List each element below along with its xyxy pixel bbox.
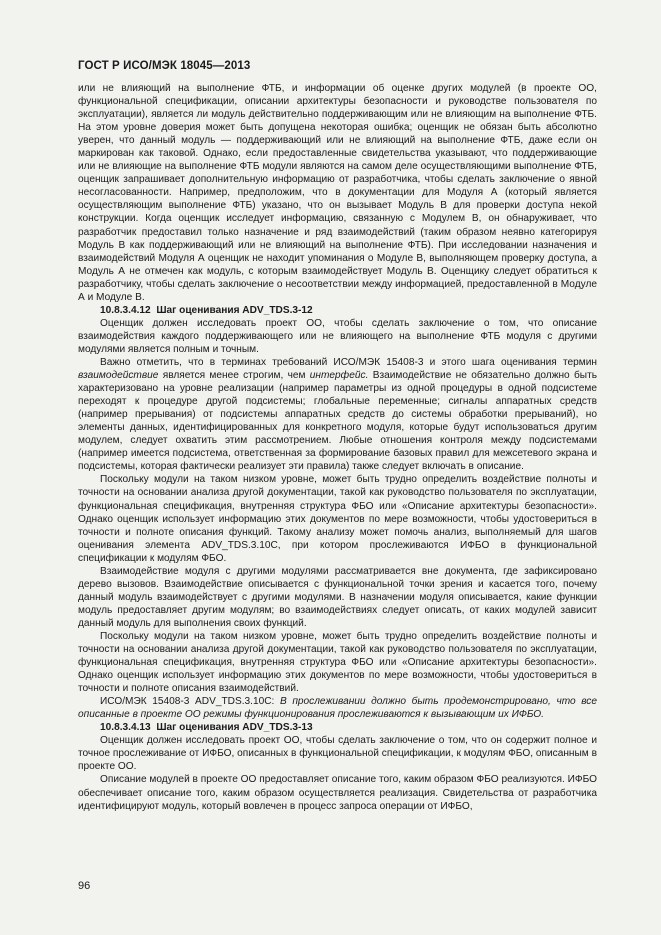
requirement-quote: ИСО/МЭК 15408-3 ADV_TDS.3.10C: В прослеживании должно быть продемонстрировано, что все описанные в проекте ОО режимы функционирования прослеживаются к вызывающим их ИФБО.: [78, 696, 597, 721]
section-title: Шаг оценивания ADV_TDS.3-12: [156, 304, 313, 316]
page-number: 96: [78, 880, 91, 892]
section-title: Шаг оценивания ADV_TDS.3-13: [156, 722, 313, 734]
emphasis: В прослеживании должно быть продемонстрировано, что все описанные в проекте ОО режимы функционирования прослеживаются к вызывающим их ИФБО.: [78, 696, 597, 721]
paragraph: Описание модулей в проекте ОО предоставляет описание того, каким образом ФБО реализуются. ИФБО обеспечивает описание того, каким образом осуществляется реализация. Свидетельства от разработчика идентифицируют модуль, который вовлечен в процесс запроса операции от ИФБО,: [78, 774, 597, 812]
paragraph: Оценщик должен исследовать проект ОО, чтобы сделать заключение о том, что описание взаимодействия каждого поддерживающего или не влияющего на выполнение ФТБ модуля с другими модулями является полным и точным.: [78, 317, 597, 355]
paragraph: Поскольку модули на таком низком уровне, может быть трудно определить воздействие полноты и точности на основании анализа другой документации, такой как руководство пользователя по эксплуатации, функциональная спецификация, внутренняя структура ФБО или «Описание архитектуры безопасности». Однако оценщик использует информацию этих документов по мере возможности, чтобы удостовериться в точности и полноте описания взаимодействий.: [78, 630, 597, 695]
section-heading: [78, 304, 597, 317]
section-number: 10.8.3.4.12: [100, 304, 151, 316]
section-number: 10.8.3.4.13: [100, 722, 151, 734]
document-body: [78, 82, 597, 813]
emphasis: интерфейс.: [309, 370, 369, 382]
paragraph: Взаимодействие модуля с другими модулями рассматривается вне документа, где зафиксировано дерево вызовов. Взаимодействие описывается с функциональной точки зрения и касается того, почему данный модуль взаимодействует с другими модулями. В назначении модуля описывается, какие функции модуль предоставляет другим модулям; во взаимодействиях следует описать, от каких модулей зависит данный модуль для выполнения своих функций.: [78, 565, 597, 629]
standard-header: ГОСТ Р ИСО/МЭК 18045—2013: [78, 60, 251, 72]
paragraph: или не влияющий на выполнение ФТБ, и информации об оценке других модулей (в проекте ОО, функциональной спецификации, описании архитектуры безопасности и руководстве пользователя по эксплуатации), является ли модуль действительно поддерживающим или не влияющим на выполнение ФТБ. На этом уровне доверия может быть допущена некоторая ошибка; оценщик не обязан быть абсолютно уверен, что данный модуль — поддерживающий или не влияющий на выполнение ФТБ, даже если он маркирован как таковой. Однако, если предоставленные свидетельства указывают, что поддерживающие или не влияющие на выполнение ФТБ модули являются на самом деле осуществляющими выполнение ФТБ, оценщик запрашивает дополнительную информацию от разработчика, чтобы сделать заключение о явной несогласованности. Например, предположим, что в документации для Модуля А (который является осуществляющим выполнение ФТБ) указано, что он вызывает Модуль В для проверки доступа некой конструкции. Когда оценщик исследует информацию, связанную с Модулем В, он обнаруживает, что разработчик предоставил только назначение и ряд взаимодействий (таким образом неявно категорируя Модуль В как поддерживающий или не влияющий на выполнение ФТБ). При исследовании назначения и взаимодействий Модуля А оценщик не находит упоминания о Модуле В, выполняющем проверку доступа, а Модуль А не отмечен как модуль, с которым взаимодействует Модуль В. Оценщику следует обратиться к разработчику, чтобы сделать заключение о несоответствии между информацией, предоставленной в Модуле А и Модуле В.: [78, 83, 597, 303]
emphasis: взаимодействие: [78, 370, 159, 382]
paragraph: Оценщик должен исследовать проект ОО, чтобы сделать заключение о том, что он содержит полное и точное прослеживание от ИФБО, описанных в функциональной спецификации, к модулям ФБО, описанным в проекте ОО.: [78, 735, 597, 773]
paragraph: Поскольку модули на таком низком уровне, может быть трудно определить воздействие полноты и точности на основании анализа другой документации, такой как руководство пользователя по эксплуатации, функциональная спецификация, внутренняя структура ФБО или «Описание архитектуры безопасности». Однако оценщик использует информацию этих документов по мере возможности, чтобы удостовериться в точности и полноте описания функций. Такому анализу может помочь анализ, выполняемый для шагов оценивания элемента ADV_TDS.3.10C, при котором прослеживаются ИФБО в функциональной спецификации к модулям ФБО.: [78, 474, 597, 564]
paragraph: Важно отметить, что в терминах требований ИСО/МЭК 15408-3 и этого шага оценивания термин взаимодействие является менее строгим, чем интерфейс. Взаимодействие не обязательно должно быть характеризовано на уровне реализации (например параметры из одной процедуры в одной подсистеме переходят к процедуре другой подсистемы; глобальные переменные; сигналы аппаратных средств (например прерывания) от подсистемы аппаратных средств до системы обработки прерываний), но элементы данных, идентифицированных для конкретного модуля, которые будут использоваться другим модулем, следует охватить этим рассмотрением. Любые отношения контроля между подсистемами (например имеется подсистема, ответственная за формирование базовых правил для межсетевого экрана и подсистемы, которая фактически реализует эти правила) также следует включать в описание.: [78, 356, 597, 473]
section-heading: [78, 721, 597, 734]
